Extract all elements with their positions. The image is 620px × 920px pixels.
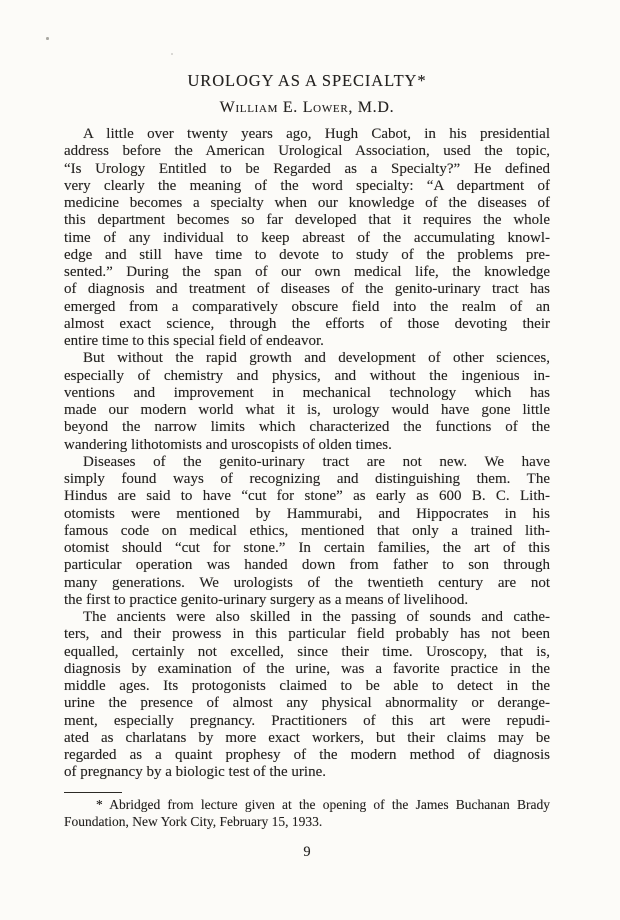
body-line: otomist should “cut for stone.” In certain families, the art of this	[64, 540, 550, 556]
body-line: especially of chemistry and physics, and without the ingenious in-	[64, 367, 550, 384]
body-line: famous code on medical ethics, mentioned that only a trained lith-	[64, 522, 550, 539]
scan-speck	[46, 37, 49, 40]
body-line: made our modern world what it is, urology would have gone little	[64, 402, 550, 418]
body-line: medicine becomes a specialty when our knowledge of the diseases of	[64, 195, 550, 211]
article-title: UROLOGY AS A SPECIALTY*	[187, 71, 427, 90]
paragraph	[64, 350, 550, 454]
body-line: diagnosis by examination of the urine, was a favorite practice in the	[64, 660, 550, 677]
body-line: ters, and their prowess in this particular field probably has not been	[64, 626, 550, 643]
body-line: the first to practice genito-urinary surgery as a means of livelihood.	[64, 591, 469, 608]
page-number: 9	[303, 844, 311, 860]
body-line: time of any individual to keep abreast of the accumulating knowl-	[64, 229, 550, 246]
body-line: Hindus are said to have “cut for stone” as early as 600 B. C. Lith-	[64, 488, 550, 505]
body-line: of diagnosis and treatment of diseases of the genito-urinary tract has	[64, 281, 550, 298]
paragraph	[64, 609, 550, 782]
body-line: equalled, certainly not excelled, since their time. Uroscopy, that is,	[64, 643, 550, 660]
body-line: ated as charlatans by more exact workers, but their claims may be	[64, 729, 550, 746]
body-line: ment, especially pregnancy. Practitioners of this art were repudi-	[64, 712, 550, 729]
body-line: emerged from a comparatively obscure field into the realm of an	[64, 298, 550, 315]
body-line: many generations. We urologists of the twentieth century are not	[64, 574, 550, 591]
body-line: otomists were mentioned by Hammurabi, and Hippocrates in his	[64, 505, 550, 522]
body-line: simply found ways of recognizing and distinguishing them. The	[64, 471, 550, 487]
footnote-divider	[64, 792, 122, 793]
body-line: particular operation was handed down from father to son through	[64, 557, 550, 574]
text-column	[64, 0, 550, 830]
article-author: William E. Lower, M.D.	[219, 99, 395, 116]
body-line: entire time to this special field of endeavor.	[64, 333, 324, 349]
body-line: address before the American Urological Association, used the topic,	[64, 143, 550, 160]
body-line: this department becomes so far developed that it requires the whole	[64, 212, 550, 229]
body-line: beyond the narrow limits which characterized the functions of the	[64, 419, 550, 436]
footnote	[64, 796, 550, 830]
body-line: regarded as a quaint prophesy of the modern method of diagnosis	[64, 747, 550, 763]
paragraph	[64, 126, 550, 350]
body-line: sented.” During the span of our own medical life, the knowledge	[64, 264, 550, 280]
body-line: middle ages. Its protogonists claimed to be able to detect in the	[64, 678, 550, 694]
article-body	[64, 126, 550, 782]
body-line: A little over twenty years ago, Hugh Cabot, in his presidential	[83, 126, 550, 142]
body-line: wandering lithotomists and uroscopists of olden times.	[64, 436, 392, 453]
body-line: very clearly the meaning of the word specialty: “A department of	[64, 177, 550, 194]
body-line: of pregnancy by a biologic test of the urine.	[64, 764, 327, 781]
body-line: urine the presence of almost any physical abnormality or derange-	[64, 695, 550, 712]
body-line: almost exact science, through the efforts of those devoting their	[64, 315, 550, 332]
footnote-line: Foundation, New York City, February 15, 1933.	[64, 813, 323, 829]
body-line: The ancients were also skilled in the passing of sounds and cathe-	[83, 609, 550, 625]
body-line: ventions and improvement in mechanical technology which has	[64, 384, 550, 401]
body-line: “Is Urology Entitled to be Regarded as a Specialty?” He defined	[64, 160, 550, 177]
body-line: Diseases of the genito-urinary tract are not new. We have	[83, 453, 550, 470]
footnote-line: * Abridged from lecture given at the opening of the James Buchanan Brady	[96, 796, 550, 812]
body-line: But without the rapid growth and development of other sciences,	[83, 350, 550, 367]
body-line: edge and still have time to devote to study of the problems pre-	[64, 246, 550, 263]
paragraph	[64, 454, 550, 609]
